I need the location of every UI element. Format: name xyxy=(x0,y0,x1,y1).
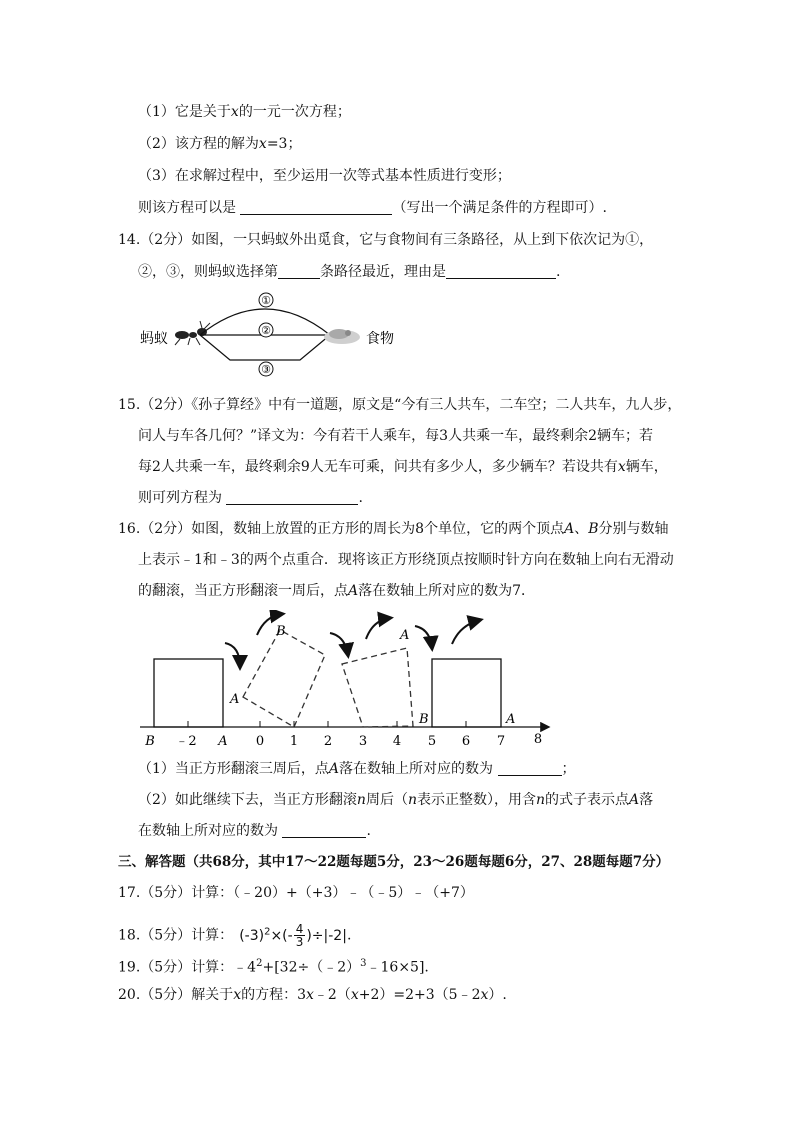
tick-label: ﹣2 xyxy=(175,734,197,749)
q16-line-3: 的翻滚，当正方形翻滚一周后，点A落在数轴上所对应的数为7． xyxy=(138,583,536,599)
q19: 19.（5分）计算：$﹣4^2+[32\div(﹣2)^3﹣16\times 5]$. xyxy=(118,958,429,976)
food-icon xyxy=(324,329,360,344)
ant-label: 蚂蚁 xyxy=(140,331,168,347)
q13-condition-2: （2）该方程的解为x=3； xyxy=(138,136,302,152)
q14-path-blank[interactable] xyxy=(278,264,320,279)
roll-arrow-6 xyxy=(452,620,480,644)
square-rolling-1 xyxy=(243,630,325,727)
vertex-label: B xyxy=(276,624,286,639)
q18: 18.（5分）计算： $(-3)^2\times(-$ $\frac{4}{3}$ )÷|-2|. xyxy=(118,922,352,950)
roll-arrow-4 xyxy=(366,618,390,639)
q16-sub2-blank[interactable] xyxy=(282,823,366,838)
q14-reason-blank[interactable] xyxy=(446,264,556,279)
q15-line-4: 则可列方程为 . xyxy=(138,490,363,506)
q14-ant-path-figure xyxy=(130,288,410,383)
tick-label: 2 xyxy=(323,734,333,749)
vertex-label: A xyxy=(230,692,240,707)
path-1-label: ① xyxy=(261,294,271,307)
q15-line-2: 问人与车各几何？”译文为：今有若干人乘车，每3人共乘一车，最终剩余2辆车；若 xyxy=(138,428,653,444)
roll-arrow-5 xyxy=(415,626,432,648)
vertex-label: A xyxy=(506,712,516,727)
ant-icon xyxy=(175,321,210,345)
q17: 17.（5分）计算：（﹣20）+（+3）﹣（﹣5）﹣（+7） xyxy=(118,885,474,901)
roll-arrow-1 xyxy=(225,643,240,667)
tick-label: B xyxy=(145,734,155,749)
tick-label: 5 xyxy=(427,734,437,749)
vertex-label: A xyxy=(400,628,410,643)
square-end xyxy=(432,659,501,727)
vertex-label: B xyxy=(419,712,429,727)
q14-line-2: ②，③，则蚂蚁选择第 条路径最近，理由是 . xyxy=(138,264,561,280)
q15-line-1: 15.（2分）《孙子算经》中有一道题，原文是“今有三人共车，二车空；二人共车，九人步， xyxy=(118,397,682,413)
tick-label: 0 xyxy=(255,734,265,749)
q13-answer-blank[interactable] xyxy=(240,200,392,215)
q16-line-1: 16.（2分）如图，数轴上放置的正方形的周长为8个单位，它的两个顶点A、B分别与数轴 xyxy=(118,521,669,537)
food-label: 食物 xyxy=(366,331,394,347)
tick-label: 4 xyxy=(392,734,402,749)
tick-label: 8 xyxy=(533,732,543,747)
tick-label: 1 xyxy=(289,734,299,749)
q13-prompt: 则该方程可以是 （写出一个满足条件的方程即可）. xyxy=(138,200,607,216)
q20: 20.（5分）解关于x的方程：3x﹣2（x+2）=2+3（5﹣2x）. xyxy=(118,987,507,1003)
tick-label: 3 xyxy=(358,734,368,749)
section-3-heading: 三、解答题（共68分，其中17～22题每题5分，23～26题每题6分，27、28题每题7分） xyxy=(118,854,670,870)
roll-arrow-3 xyxy=(330,633,348,655)
tick-label: 6 xyxy=(461,734,471,749)
q16-line-2: 上表示﹣1和﹣3的两个点重合．现将该正方形绕顶点按顺时针方向在数轴上向右无滑动 xyxy=(138,552,674,568)
q13-condition-1: （1）它是关于x的一元一次方程； xyxy=(138,104,351,120)
q16-sub-1: （1）当正方形翻滚三周后，点A落在数轴上所对应的数为 ； xyxy=(138,761,576,777)
q16-sub1-blank[interactable] xyxy=(498,761,562,776)
q13-condition-3: （3）在求解过程中，至少运用一次等式基本性质进行变形； xyxy=(138,168,511,184)
path-3 xyxy=(200,335,330,360)
q16-sub-2: （2）如此继续下去，当正方形翻滚n周后（n表示正整数），用含n的式子表示点A落 xyxy=(138,792,654,808)
q16-sub-2-cont: 在数轴上所对应的数为 . xyxy=(138,823,371,839)
path-3-label: ③ xyxy=(261,363,271,376)
square-rolling-2 xyxy=(342,648,413,727)
tick-label: 7 xyxy=(496,734,506,749)
path-2-label: ② xyxy=(261,324,271,337)
q15-answer-blank[interactable] xyxy=(226,490,358,505)
tick-label: A xyxy=(218,734,228,749)
square-start xyxy=(154,659,223,727)
q16-rolling-square-figure xyxy=(130,610,560,750)
q15-line-3: 每2人共乘一车，最终剩余9人无车可乘，问共有多少人，多少辆车？若设共有x辆车， xyxy=(138,459,668,475)
q14-line-1: 14.（2分）如图，一只蚂蚁外出觅食，它与食物间有三条路径，从上到下依次记为①， xyxy=(118,232,654,248)
